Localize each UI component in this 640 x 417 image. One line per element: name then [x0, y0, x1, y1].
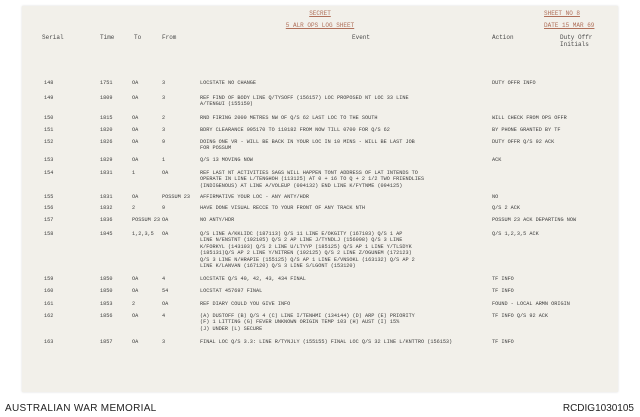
from-cell: OA — [162, 170, 169, 176]
serial-cell: 159 — [44, 276, 54, 282]
document-subtitle: 5 ALR OPS LOG SHEET — [285, 22, 355, 29]
event-cell: NO ANTY/HDR — [200, 217, 235, 223]
from-cell: 3 — [162, 95, 166, 101]
serial-cell: 154 — [44, 170, 54, 176]
to-cell: OA — [132, 276, 139, 282]
from-cell: 54 — [162, 288, 169, 294]
to-cell: OA — [132, 127, 139, 133]
time-cell: 1850 — [100, 276, 113, 282]
serial-cell: 150 — [44, 115, 54, 121]
time-cell: 1856 — [100, 313, 113, 319]
to-cell: OA — [132, 288, 139, 294]
event-cell: Q/S 13 MOVING NOW — [200, 157, 253, 163]
serial-cell: 151 — [44, 127, 54, 133]
time-cell: 1845 — [100, 231, 113, 237]
archive-name: AUSTRALIAN WAR MEMORIAL — [5, 403, 157, 414]
action-cell: POSSUM 23 ACK DEPARTING NOW — [492, 217, 577, 223]
serial-cell: 153 — [44, 157, 54, 163]
time-cell: 1751 — [100, 80, 113, 86]
from-cell: 1 — [162, 157, 166, 163]
time-cell: 1815 — [100, 115, 113, 121]
event-cell: Q/S LINE A/KKLIDC (187113) Q/S 11 LINE E/OKGITY (167103) Q/S 1 AP LINE N/ENSTNT (192105) Q/S 2 AP LINE J/TYNDLJ (156098) Q/S 3 LINE K/FORKYL (143103) Q/S 2 LINE U/LTYYP (185125) Q/S AP 1 LINE Y/TLSDYK (185131)Q/S AP 2 LINE Y/NITREN (192125) Q/S 2 LINE Z/OGUNEM (172123) Q/S 3 LINE N/HRAPIE (155125) Q/S AP 1 LINE E/VNSOKL (163132) Q/S AP 2 LINE K/LANVAN (167120) Q/S 3 LINE S/LGONT (153120) — [200, 231, 415, 270]
serial-cell: 155 — [44, 194, 54, 200]
log-sheet-page — [22, 6, 618, 392]
event-cell: REF DIARY COULD YOU GIVE INFO — [200, 301, 291, 307]
action-cell: Q/S 1,2,3,5 ACK — [492, 231, 539, 237]
sheet-date: DATE 15 MAR 69 — [544, 22, 595, 29]
event-cell: BDRY CLEARANCE 095170 TO 110182 FROM NOW TILL 0700 FOR Q/S 62 — [200, 127, 390, 133]
to-cell: POSSUM 23 — [132, 217, 161, 223]
time-cell: 1836 — [100, 217, 113, 223]
event-cell: (A) DUSTOFF (B) Q/S 4 (C) LINE I/TENHMI (134144) (D) ARP (E) PRIORITY (F) 1 LITTING (G) FEVER UNKNOWN ORIGIN TEMP 103 (H) AUST (I) 15% (J) UNDER (L) SECURE — [200, 313, 415, 332]
event-cell: DOING ONE VR - WILL BE BACK IN YOUR LOC IN 10 MINS - WILL BE LAST JOB FOR POSSUM — [200, 139, 415, 152]
event-cell: AFFIRMATIVE YOUR LOC - ANY ANTY/HDR — [200, 194, 309, 200]
action-cell: TF INFO — [492, 288, 514, 294]
from-cell: 3 — [162, 80, 166, 86]
action-cell: DUTY OFFR Q/S 92 ACK — [492, 139, 555, 145]
event-cell: REF FIND OF BODY LINE Q/TYSOFF (156157) LOC PROPOSED NT LOC 33 LINE A/TENGUI (155159) — [200, 95, 409, 108]
from-cell: 4 — [162, 276, 166, 282]
to-cell: OA — [132, 313, 139, 319]
to-cell: OA — [132, 194, 139, 200]
action-cell: WILL CHECK FROM OPS OFFR — [492, 115, 567, 121]
time-cell: 1853 — [100, 301, 113, 307]
from-cell: 9 — [162, 205, 166, 211]
column-header-serial: Serial — [42, 34, 64, 41]
time-cell: 1857 — [100, 339, 113, 345]
time-cell: 1809 — [100, 95, 113, 101]
action-cell: Q/S 2 ACK — [492, 205, 521, 211]
serial-cell: 158 — [44, 231, 54, 237]
sheet-number: SHEET NO 8 — [544, 10, 581, 17]
to-cell: OA — [132, 95, 139, 101]
serial-cell: 149 — [44, 95, 54, 101]
to-cell: OA — [132, 157, 139, 163]
action-cell: TF INFO — [492, 276, 514, 282]
column-header-initials: Duty Offr Initials — [560, 34, 593, 48]
serial-cell: 152 — [44, 139, 54, 145]
time-cell: 1826 — [100, 139, 113, 145]
action-cell: TF INFO Q/S 92 ACK — [492, 313, 549, 319]
from-cell: 9 — [162, 139, 166, 145]
from-cell: 3 — [162, 127, 166, 133]
event-cell: RND FIRING 2000 METRES NW OF Q/S 62 LAST LOC TO THE SOUTH — [200, 115, 378, 121]
event-cell: REF LAST NT ACTIVITIES SAGS WILL HAPPEN TONT ADDRESS OF LAT INTENDS TO OPERATE IN LINE L/TENGHOH (113125) AT 0 + 16 TO Q + 2 1/2 TWO FRIENDLIES (INDIGENOUS) AT LINE A/VOLEUP (094132) END LINE K/FYTNME (094125) — [200, 170, 425, 189]
column-header-from: From — [162, 34, 177, 41]
from-cell: 4 — [162, 313, 166, 319]
column-header-action: Action — [492, 34, 514, 41]
to-cell: 2 — [132, 205, 136, 211]
to-cell: OA — [132, 80, 139, 86]
time-cell: 1829 — [100, 157, 113, 163]
from-cell: POSSUM 23 — [162, 194, 191, 200]
event-cell: LOCSTATE NO CHANGE — [200, 80, 257, 86]
from-cell: OA — [162, 231, 169, 237]
archive-footer — [0, 398, 640, 417]
time-cell: 1831 — [100, 170, 113, 176]
action-cell: BY PHONE GRANTED BY TF — [492, 127, 561, 133]
to-cell: 1,2,3,5 — [132, 231, 154, 237]
to-cell: 1 — [132, 170, 136, 176]
time-cell: 1831 — [100, 194, 113, 200]
action-cell: DUTY OFFR INFO — [492, 80, 536, 86]
from-cell: 2 — [162, 115, 166, 121]
to-cell: OA — [132, 339, 139, 345]
serial-cell: 156 — [44, 205, 54, 211]
event-cell: FINAL LOC Q/S 3.3: LINE R/TYNJLY (155155) FINAL LOC Q/S 32 LINE L/KNTTRO (156153) — [200, 339, 453, 345]
serial-cell: 162 — [44, 313, 54, 319]
column-header-time: Time — [100, 34, 115, 41]
serial-cell: 161 — [44, 301, 54, 307]
serial-cell: 160 — [44, 288, 54, 294]
serial-cell: 157 — [44, 217, 54, 223]
action-cell: FOUND - LOCAL ARMN ORIGIN — [492, 301, 570, 307]
event-cell: LOCSTATE Q/S 40, 42, 43, 434 FINAL — [200, 276, 306, 282]
event-cell: LOCSTAT 457697 FINAL — [200, 288, 263, 294]
to-cell: OA — [132, 115, 139, 121]
to-cell: 2 — [132, 301, 136, 307]
action-cell: NO — [492, 194, 499, 200]
from-cell: OA — [162, 301, 169, 307]
column-header-event: Event — [352, 34, 371, 41]
document-title: SECRET — [309, 10, 331, 17]
action-cell: ACK — [492, 157, 502, 163]
event-cell: HAVE DONE VISUAL RECCE TO YOUR FRONT OF ANY TRACK NTH — [200, 205, 365, 211]
from-cell: 3 — [162, 339, 166, 345]
to-cell: OA — [132, 139, 139, 145]
time-cell: 1820 — [100, 127, 113, 133]
time-cell: 1850 — [100, 288, 113, 294]
serial-cell: 148 — [44, 80, 54, 86]
from-cell: OA — [162, 217, 169, 223]
column-header-to: To — [134, 34, 142, 41]
archive-reference: RCDIG1030105 — [562, 403, 634, 414]
serial-cell: 163 — [44, 339, 54, 345]
time-cell: 1832 — [100, 205, 113, 211]
action-cell: TF INFO — [492, 339, 514, 345]
